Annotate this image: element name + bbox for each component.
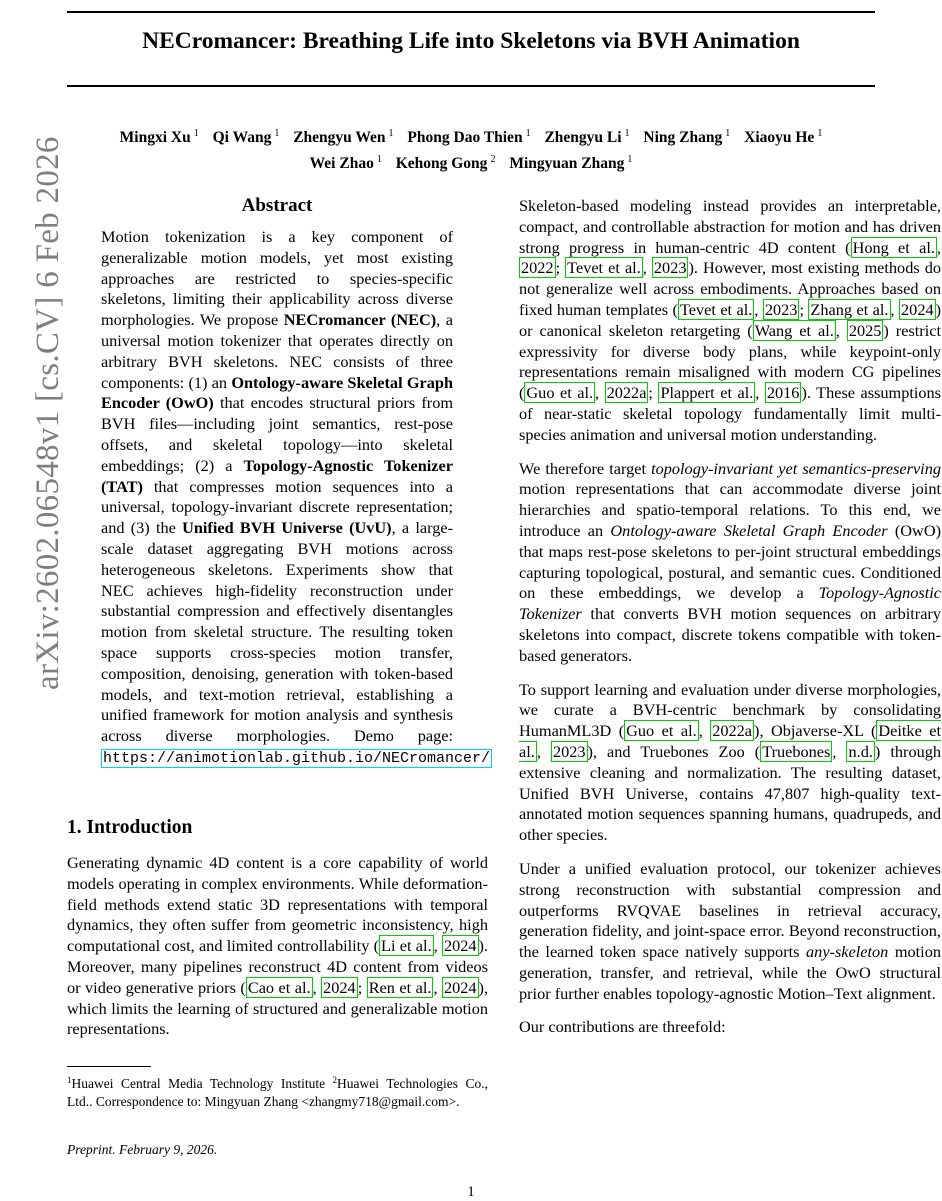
- footnote-rule: [67, 1066, 151, 1067]
- citation-link[interactable]: Hong et al.: [852, 237, 935, 257]
- paragraph: Skeleton-based modeling instead provides an interpretable, compact, and controllable abstraction for motion and has driven strong progress in human-centric 4D content ( Hong et al. , 2022 ; Tevet et al. , 2023 ). However, most existing methods do not generalize well across embodiments. Approaches based on fixed human templates ( Tevet et al. , 2023 ; Zhang et al. , 2024 ) or canonical skeleton retargeting ( Wang et al. , 2025 ) restrict expressivity for diverse body plans, while keypoint-only representations remain misaligned with modern CG pipelines ( Guo et al. , 2022a ; Plappert et al. , 2016 ). These assumptions of near-static skeletal topology fundamentally limit multi-species animation and universal motion understanding.: [519, 196, 942, 444]
- citation-link[interactable]: Plappert et al.: [660, 383, 754, 403]
- right-column: [519, 196, 941, 1051]
- citation-link[interactable]: Guo et al.: [526, 383, 594, 403]
- title-rule-bottom: [67, 85, 875, 87]
- citation-link[interactable]: Tevet et al.: [679, 299, 753, 319]
- citation-link[interactable]: 2023: [552, 741, 586, 761]
- citation-link[interactable]: 2023: [653, 258, 687, 278]
- author-list: [67, 123, 875, 175]
- author: Mingyuan Zhang $^1$: [509, 154, 633, 172]
- author: Phong Dao Thien $^1$: [407, 128, 531, 146]
- demo-page-link[interactable]: https://animotionlab.github.io/NECromancer/: [103, 749, 491, 767]
- section-heading: 1. Introduction: [67, 817, 193, 838]
- citation-link[interactable]: 2023: [764, 299, 798, 319]
- abstract-section: [101, 193, 491, 783]
- citation-link[interactable]: Truebones: [762, 741, 831, 761]
- author: Zhengyu Li $^1$: [544, 128, 630, 146]
- citation-link[interactable]: Li et al.: [381, 936, 432, 956]
- page-number: 1: [467, 1184, 475, 1200]
- title-rule-top: [67, 11, 875, 13]
- citation-link[interactable]: 2025: [848, 320, 882, 340]
- citation-link[interactable]: Tevet et al.: [567, 258, 641, 278]
- paragraph: Generating dynamic 4D content is a core capability of world models operating in complex environments. While deformation-field methods extend static 3D representations with temporal dynamics, they often suffer from geometric inconsistency, high computational cost, and limited controllability ( Li et al. , 2024 ). Moreover, many pipelines reconstruct 4D content from videos or video generative priors ( Cao et al. , 2024 ; Ren et al. , 2024 ), which limits the learning of structured and generalizable motion representations.: [67, 853, 489, 1039]
- citation-link[interactable]: 2022: [521, 258, 554, 278]
- citation-link[interactable]: Wang et al.: [754, 320, 834, 340]
- author: Xiaoyu He $^1$: [744, 128, 823, 146]
- citation-link[interactable]: 2016: [766, 383, 800, 403]
- author: Ning Zhang $^1$: [643, 128, 731, 146]
- citation-link[interactable]: Deitke et al.: [519, 721, 942, 761]
- citation-link[interactable]: 2024: [443, 936, 477, 956]
- citation-link[interactable]: 2024: [323, 977, 356, 997]
- paragraph: Under a unified evaluation protocol, our tokenizer achieves strong reconstruction with substantial compression and outperforms RVQVAE baselines in retrieval accuracy, generation fidelity, and joint-space error. Beyond reconstruction, the learned token space natively supports any-skeleton motion generation, transfer, and retrieval, while the OwO structural prior further enables topology-agnostic Motion–Text alignment.: [519, 858, 941, 1003]
- citation-link[interactable]: Guo et al.: [626, 721, 697, 741]
- affiliation-footnote: $^1$Huawei Central Media Technology Institute $^2$Huawei Technologies Co., Ltd.. Correspondence to: Mingyuan Zhang <zhangmy718@gmail.com>.: [67, 1075, 488, 1109]
- citation-link[interactable]: Zhang et al.: [810, 299, 889, 319]
- author: Kehong Gong $^2$: [395, 154, 496, 172]
- citation-link[interactable]: 2022a: [606, 383, 647, 403]
- author: Zhengyu Wen $^1$: [293, 128, 394, 146]
- paragraph: Our contributions are threefold:: [519, 1017, 726, 1037]
- citation-link[interactable]: Ren et al.: [368, 977, 432, 997]
- author: Qi Wang $^1$: [212, 128, 280, 146]
- citation-link[interactable]: 2024: [443, 977, 477, 997]
- paragraph: To support learning and evaluation under diverse morphologies, we curate a BVH-centric benchmark by consolidating HumanML3D ( Guo et al. , 2022a ), Objaverse-XL ( Deitke et al. , 2023 ), and Truebones Zoo ( Truebones , n.d. ) through extensive cleaning and normalization. The resulting dataset, Unified BVH Universe, contains 47,807 high-quality text-annotated motion sequences spanning humans, quadrupeds, and other species.: [519, 679, 942, 845]
- paragraph: We therefore target topology-invariant yet semantics-preserving motion representations that can accommodate diverse joint hierarchies and spatio-temporal relations. To this end, we introduce an Ontology-aware Skeletal Graph Encoder (OwO) that maps rest-pose skeletons to per-joint structural embeddings capturing topological, postural, and semantic cues. Conditioned on these embeddings, we develop a Topology-Agnostic Tokenizer that converts BVH motion sequences on arbitrary skeletons into compact, discrete tokens compatible with token-based generators.: [519, 458, 941, 665]
- citation-link[interactable]: 2024: [901, 299, 934, 319]
- author: Wei Zhao $^1$: [309, 154, 382, 172]
- paper-title: NECromancer: Breathing Life into Skeletons via BVH Animation: [142, 28, 800, 54]
- arxiv-identifier[interactable]: arXiv:2602.06548v1 [cs.CV] 6 Feb 2026: [30, 136, 66, 690]
- abstract-body: Motion tokenization is a key component of generalizable motion models, yet most existing approaches are restricted to species-specific skeletons, limiting their applicability across diverse morphologies. We propose NECromancer (NEC), a universal motion tokenizer that operates directly on arbitrary BVH skeletons. NEC consists of three components: (1) an Ontology-aware Skeletal Graph Encoder (OwO) that encodes structural priors from BVH files—including joint semantics, rest-pose offsets, and skeletal topology—into skeletal embeddings; (2) a Topology-Agnostic Tokenizer (TAT) that compresses motion sequences into a universal, topology-invariant discrete representation; and (3) the Unified BVH Universe (UvU), a large-scale dataset aggregating BVH motions across heterogeneous skeletons. Experiments show that NEC achieves high-fidelity reconstruction under substantial compression and effectively disentangles motion from skeletal structure. The resulting token space supports cross-species motion transfer, composition, denoising, generation with token-based models, and text-motion retrieval, establishing a unified framework for motion analysis and synthesis across diverse morphologies. Demo page: https://animotionlab.github.io/NECromancer/: [101, 227, 491, 767]
- author: Mingxi Xu $^1$: [119, 128, 199, 146]
- abstract-heading: Abstract: [241, 195, 313, 216]
- introduction-section: [67, 815, 488, 1053]
- preprint-notice: Preprint. February 9, 2026.: [67, 1142, 218, 1157]
- citation-link[interactable]: 2022a: [712, 721, 753, 741]
- citation-link[interactable]: n.d.: [848, 741, 873, 761]
- citation-link[interactable]: Cao et al.: [247, 977, 311, 997]
